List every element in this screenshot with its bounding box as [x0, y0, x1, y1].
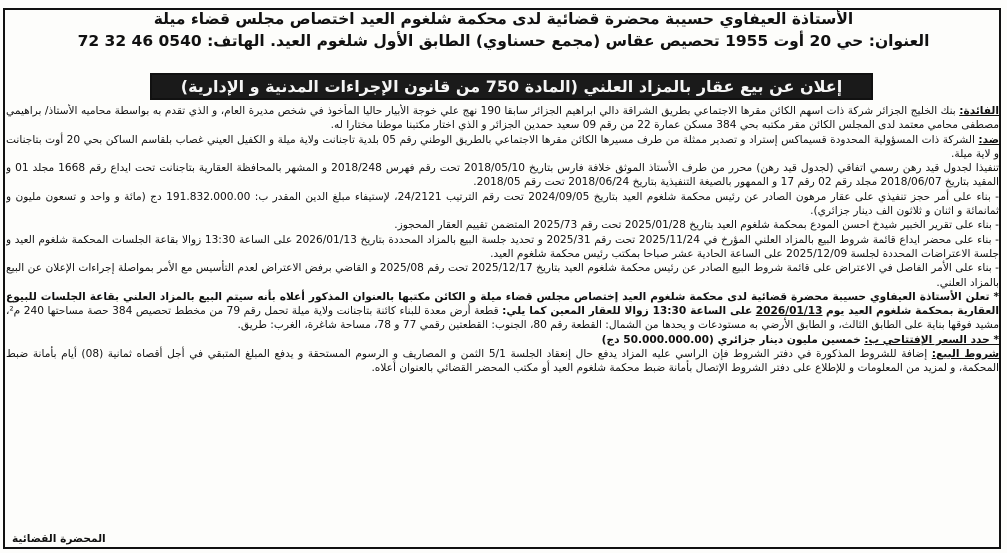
debtor-label: ضد:	[978, 133, 999, 146]
creditor-text: بنك الخليج الجزائر شركة ذات اسهم الكائن مقرها الاجتماعي بطريق الشراقة دالي ابراهيم الجزائر سابقا 190 نهج علي خوجة الأبيار حاليا المأخوذ في شخص مديرة العام، و الذي تقدم به بواسطة محاميه الأستاذ/ براهيمي مصطفى محامي معتمد لدى المجلس الكائن مقر مكتبه بحي 384 مسكن عمارة 22 من رقم 09 سعيد حمدين الجزائر و الذي اختار مكتبنا موطنا مختارا له.	[6, 105, 999, 132]
announcement-bold: * تعلن الأستاذة العيفاوي حسيبة محضرة قضائية لدى محكمة شلغوم العيد إختصاص مجلس قضاء ميلة و الكائن مكتبها بالعنوان المذكور أعلاه بأنه سيتم البيع بالمزاد العلني بقاعة الجلسات للبيوع العقارية بمحكمة شلغوم العيد يوم	[6, 290, 999, 318]
objection-paragraph: - بناء على الأمر الفاصل في الاعتراض على قائمة شروط البيع الصادر عن رئيس محكمة شلغوم العيد بتاريخ 2025/12/17 تحت رقم 2025/08 و القاضي برفض الاعتراض لعدم التأسيس مع الأمر بمواصلة إجراءات الإعلان عن البيع بالمزاد العلني.	[6, 262, 999, 289]
creditor-label: الفائدة:	[959, 105, 999, 117]
auction-date: 2026/01/13	[755, 305, 823, 318]
header-name-line: الأستاذة العيفاوي حسيبة محضرة قضائية لدى محكمة شلغوم العيد اختصاص مجلس قضاء ميلة	[153, 10, 854, 28]
phone-number: 0540 46 32 72	[77, 32, 202, 50]
signature-label: المحضرة القضائية	[12, 533, 106, 545]
sale-terms-text: إضافة للشروط المذكورة في دفتر الشروط فإن الراسي عليه المزاد يدفع حال إنعقاد الجلسة 5/1 الثمن و المصاريف و الرسوم المستحقة و يدفع المبلغ المتبقي في أجل أقصاه ثمانية (08) أيام بأمانة ضبط المحكمة، و لمزيد من المعلومات و للإطلاع على دفتر الشروط الإتصال بأمانة ضبط محكمة شلغوم العيد أو مكتب المحضر القضائي بالعنوان أعلاه.	[6, 348, 999, 375]
debtor-paragraph	[6, 133, 999, 162]
debtor-text: الشركة ذات المسؤولية المحدودة قسيماكس إستراد و تصدير ممثلة من طرف مسيرها الكائن مقرها الاجتماعي بالطريق الوطني رقم 05 بلدية تاجنانت ولاية ميلة و الكفيل العيني غصاب بلقاسم الساكن بحي 20 أوت بتاجنانت و لاية ميلة.	[6, 133, 999, 160]
opening-price-label: * حدد السعر الإفتتاحي ب:	[864, 333, 999, 346]
header-address-line	[10, 32, 997, 50]
expert-paragraph: - بناء على تقرير الخبير شيدخ احسن المودع بمحكمة شلغوم العيد بتاريخ 2025/01/28 تحت رقم 2025/73 المتضمن تقييم العقار المحجوز.	[394, 219, 999, 232]
notice-body	[6, 104, 999, 547]
announcement-paragraph	[6, 290, 999, 333]
announcement-time: على الساعة 13:30 زوالا للعقار المعين كما يلي:	[502, 305, 753, 318]
sale-terms-paragraph	[6, 347, 999, 376]
opening-price-value: خمسين مليون دينار جزائري (50.000.000.00 دج)	[601, 333, 861, 346]
creditor-paragraph	[6, 104, 999, 133]
notice-title-banner: إعلان عن بيع عقار بالمزاد العلني (المادة 750 من قانون الإجراءات المدنية و الإدارية)	[150, 73, 873, 100]
auction-schedule-paragraph: - بناء على محضر ايداع قائمة شروط البيع بالمزاد العلني المؤرخ في 2025/11/24 تحت رقم 2025/31 و تحديد جلسة البيع بالمزاد المحددة بتاريخ 2026/01/13 على الساعة 13:30 زوالا بقاعة الجلسات المحكمة شلغوم العيد و جلسة الاعتراضات المحددة لجلسة 2025/12/09 على الساعة الحادية عشر صباحا بمكتب رئيس محكمة شلغوم العيد.	[6, 233, 999, 260]
seizure-paragraph: - بناء على أمر حجز تنفيذي على عقار مرهون الصادر عن رئيس محكمة شلغوم العيد بتاريخ 2024/09/05 تحت رقم الترتيب 24/2121، لإستيفاء مبلغ الدين المقدر ب: 191.832.000.00 دج (مائة و واحد و تسعون مليون و ثمانمائة و اثنان و ثلاثون الف دينار جزائري).	[6, 190, 999, 218]
property-description: قطعة أرض معدة للبناء كائنة بتاجنانت ولاية ميلة تحمل رقم 79 من مخطط تحصيص 384 حصة مساحتها 240 م²، مشيد فوقها بناية على الطابق الثالث، و الطابق الأرضي به مستودعات و يحدها من الشمال: القطعة رقم 80، الجنوب: القطعتين رقمي 77 و 78، مساحة شاغرة، الغرب: طريق.	[6, 305, 999, 332]
mortgage-paragraph: تنفيذا لجدول قيد رهن رسمي اتفاقي (لجدول قيد رهن) محرر من طرف الأستاذ الموثق خلافة فارس بتاريخ 2018/05/10 تحت رقم فهرس 2018/248 و المشهر بالمحافظة العقارية بتاجنانت تحت ايداع رقم 1668 مجلد 01 و المقيد بتاريخ 2018/06/07 مجلد رقم 02 رقم 17 و الممهور بالصيغة التنفيذية بتاريخ 2018/06/24 تحت رقم 2018/05.	[6, 162, 999, 189]
address-text: العنوان: حي 20 أوت 1955 تحصيص عقاس (مجمع حسناوي) الطابق الأول شلغوم العيد. الهاتف:	[207, 32, 930, 50]
opening-price-paragraph	[6, 333, 999, 347]
sale-terms-label: شروط البيع:	[931, 348, 999, 361]
